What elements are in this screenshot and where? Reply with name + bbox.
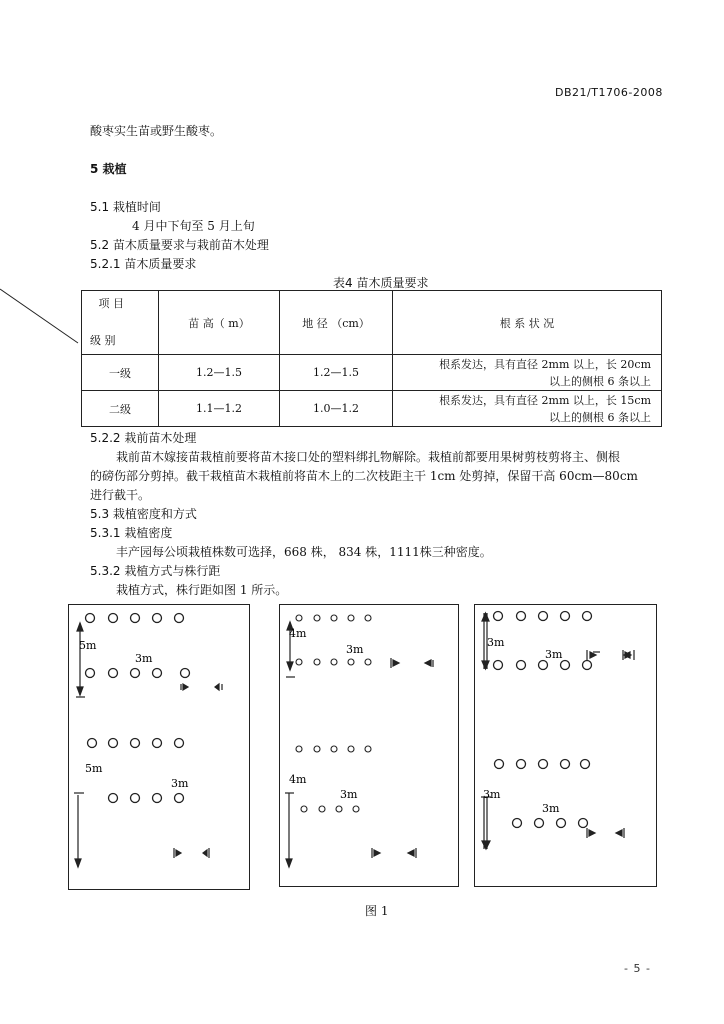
row-spacing-label: 4m bbox=[289, 773, 307, 786]
table-corner-cell bbox=[82, 291, 159, 355]
col-spacing-label: 3m bbox=[135, 652, 153, 665]
section-5-3-heading: 5.3 栽植密度和方式 bbox=[90, 507, 197, 521]
section-5-3-1-body: 丰产园每公顷栽植株数可选择，668 株， 834 株，1111株三种密度。 bbox=[116, 545, 492, 559]
row-spacing-label: 3m bbox=[483, 788, 501, 801]
col-spacing-label: 3m bbox=[340, 788, 358, 801]
corner-grade-label: 级 别 bbox=[90, 334, 116, 347]
continued-line: 酸枣实生苗或野生酸枣。 bbox=[90, 124, 223, 138]
stray-diagonal-line bbox=[0, 287, 82, 347]
roots-line-1: 根系发达，具有直径 2mm 以上，长 20cm bbox=[439, 357, 651, 371]
grade-cell: 一级 bbox=[82, 355, 159, 391]
table-row bbox=[82, 391, 662, 427]
page-number: - 5 - bbox=[624, 962, 651, 975]
planting-panel-3 bbox=[474, 604, 657, 887]
section-5-2-1-heading: 5.2.1 苗木质量要求 bbox=[90, 257, 197, 271]
roots-line-2: 以上的侧根 6 条以上 bbox=[549, 410, 651, 424]
planting-diagram-3 bbox=[475, 605, 656, 886]
roots-cell bbox=[393, 355, 662, 391]
roots-cell bbox=[393, 391, 662, 427]
roots-line-2: 以上的侧根 6 条以上 bbox=[549, 374, 651, 388]
col-header-height: 苗 高（ m） bbox=[159, 291, 280, 355]
planting-diagram-1 bbox=[69, 605, 249, 889]
section-5-2-2-heading: 5.2.2 栽前苗木处理 bbox=[90, 431, 197, 445]
col-header-roots: 根 系 状 况 bbox=[393, 291, 662, 355]
table-row bbox=[82, 355, 662, 391]
col-spacing-label: 3m bbox=[542, 802, 560, 815]
section-5-2-2-line-3: 进行截干。 bbox=[90, 488, 151, 502]
section-5-1-heading: 5.1 栽植时间 bbox=[90, 200, 161, 214]
section-5-1-body: 4 月中下旬至 5 月上旬 bbox=[132, 219, 255, 233]
seedling-quality-table bbox=[81, 290, 662, 427]
section-5-2-2-line-1: 栽前苗木嫁接苗栽植前要将苗木接口处的塑料绑扎物解除。栽植前都要用果树剪枝剪将主、侧根 bbox=[116, 450, 621, 464]
section-5-heading: 5 栽植 bbox=[90, 162, 127, 176]
planting-panel-1 bbox=[68, 604, 250, 890]
planting-diagram-2 bbox=[280, 605, 458, 886]
section-5-3-2-heading: 5.3.2 栽植方式与株行距 bbox=[90, 564, 221, 578]
row-spacing-label: 5m bbox=[79, 639, 97, 652]
section-5-2-heading: 5.2 苗木质量要求与栽前苗木处理 bbox=[90, 238, 269, 252]
roots-line-1: 根系发达，具有直径 2mm 以上，长 15cm bbox=[439, 393, 651, 407]
col-spacing-label: 3m bbox=[545, 648, 563, 661]
table-header-row bbox=[82, 291, 662, 355]
standard-code: DB21/T1706-2008 bbox=[555, 86, 663, 99]
section-5-3-2-body: 栽植方式，株行距如图 1 所示。 bbox=[116, 583, 288, 597]
height-cell: 1.2—1.5 bbox=[159, 355, 280, 391]
row-spacing-label: 5m bbox=[85, 762, 103, 775]
diameter-cell: 1.0—1.2 bbox=[280, 391, 393, 427]
grade-cell: 二级 bbox=[82, 391, 159, 427]
planting-panel-2 bbox=[279, 604, 459, 887]
figure-caption: 图 1 bbox=[365, 904, 389, 918]
dimension-arrows bbox=[285, 622, 433, 867]
row-spacing-label: 4m bbox=[289, 627, 307, 640]
section-5-3-1-heading: 5.3.1 栽植密度 bbox=[90, 526, 173, 540]
section-5-2-2-line-2: 的磅伤部分剪掉。截干栽植苗木栽植前将苗木上的二次枝距主干 1cm 处剪掉，保留干高 60cm—80cm bbox=[90, 469, 638, 483]
col-spacing-label: 3m bbox=[171, 777, 189, 790]
diameter-cell: 1.2—1.5 bbox=[280, 355, 393, 391]
col-spacing-label: 3m bbox=[346, 643, 364, 656]
col-header-diameter: 地 径 （cm） bbox=[280, 291, 393, 355]
height-cell: 1.1—1.2 bbox=[159, 391, 280, 427]
tree-circles bbox=[494, 612, 592, 828]
row-spacing-label: 3m bbox=[487, 636, 505, 649]
corner-item-label: 项 目 bbox=[98, 297, 124, 310]
table-caption: 表4 苗木质量要求 bbox=[333, 276, 429, 290]
